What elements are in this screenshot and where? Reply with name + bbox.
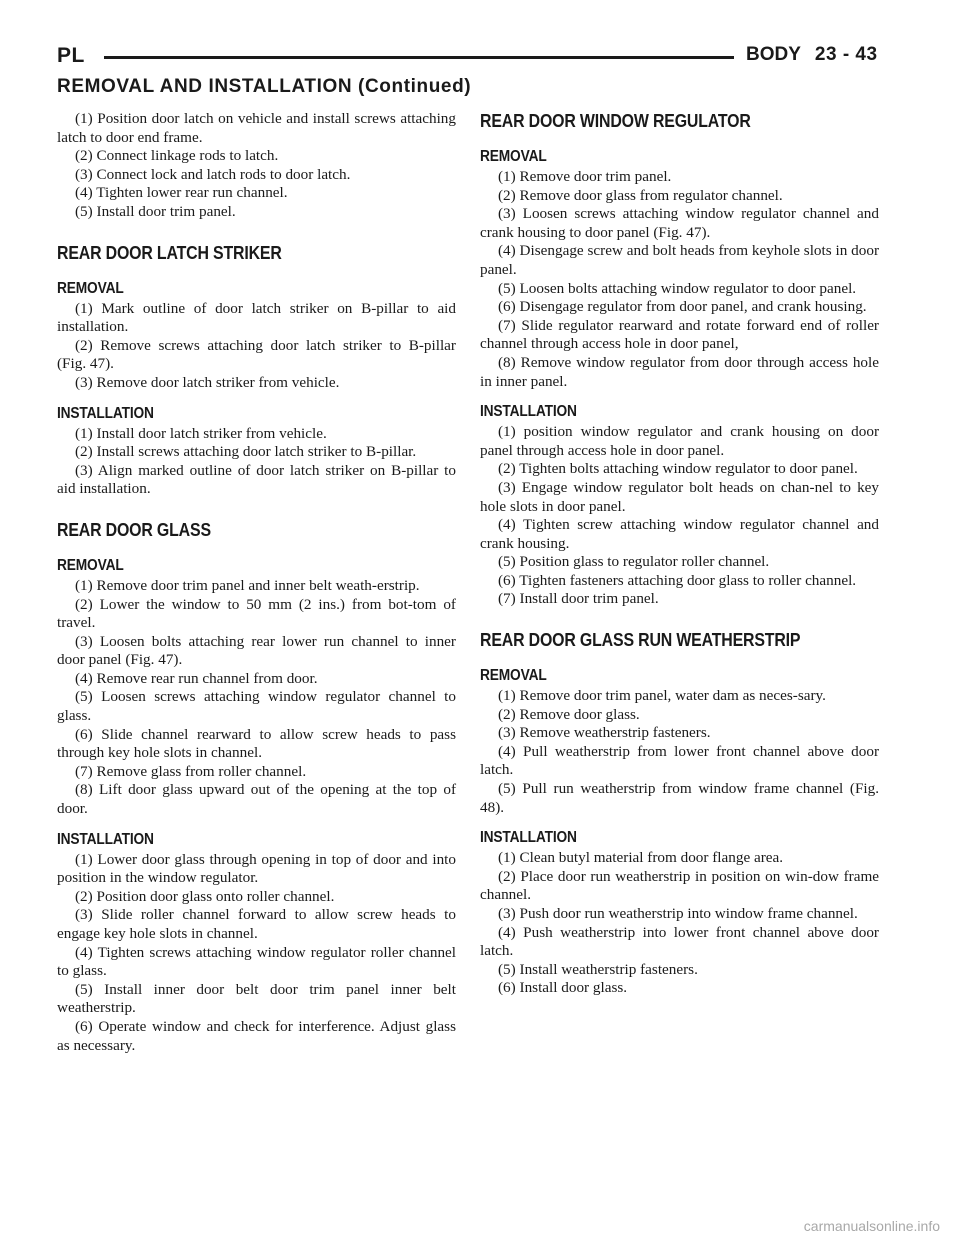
section-heading: REAR DOOR GLASS RUN WEATHERSTRIP — [480, 629, 801, 651]
left-column — [57, 110, 456, 1055]
header-section-page — [746, 44, 878, 66]
step-paragraph: (8) Remove window regulator from door through access hole in inner panel. — [480, 353, 879, 390]
subsection-heading: INSTALLATION — [57, 404, 154, 422]
step-paragraph: (2) Remove door glass. — [498, 705, 640, 723]
step-paragraph: (3) Align marked outline of door latch striker on B-pillar to aid installation. — [57, 461, 456, 498]
step-paragraph: (2) Remove screws attaching door latch striker to B-pillar (Fig. 47). — [57, 336, 456, 373]
step-paragraph: (6) Operate window and check for interference. Adjust glass as necessary. — [57, 1017, 456, 1054]
subsection-heading: INSTALLATION — [480, 403, 577, 421]
step-paragraph: (3) Push door run weatherstrip into window frame channel. — [498, 905, 858, 922]
step-paragraph: (6) Disengage regulator from door panel, and crank housing. — [498, 298, 867, 316]
step-paragraph: (5) Install weatherstrip fasteners. — [498, 960, 698, 978]
step-paragraph: (3) Loosen bolts attaching rear lower run channel to inner door panel (Fig. 47). — [57, 632, 456, 669]
step-paragraph: (4) Tighten lower rear run channel. — [75, 184, 288, 202]
step-paragraph: (4) Tighten screw attaching window regulator channel and crank housing. — [480, 516, 879, 552]
step-paragraph: (5) Loosen bolts attaching window regulator to door panel. — [498, 279, 857, 297]
header-section: BODY — [746, 44, 801, 65]
step-paragraph: (1) Remove door trim panel, water dam as neces-sary. — [498, 687, 826, 705]
step-paragraph: (2) Install screws attaching door latch striker to B-pillar. — [75, 443, 417, 461]
step-paragraph: (4) Disengage screw and bolt heads from keyhole slots in door panel. — [480, 242, 879, 278]
step-paragraph: (1) Lower door glass through opening in top of door and into position in the window regulator. — [57, 850, 456, 887]
step-paragraph: (1) Clean butyl material from door flange area. — [498, 849, 784, 867]
subsection-heading: REMOVAL — [57, 279, 124, 297]
step-paragraph: (2) Connect linkage rods to latch. — [75, 147, 279, 165]
step-paragraph: (4) Tighten screws attaching window regulator roller channel to glass. — [57, 943, 456, 980]
subsection-heading: REMOVAL — [57, 556, 124, 574]
step-paragraph: (6) Slide channel rearward to allow screw heads to pass through key hole slots in channel. — [57, 725, 456, 762]
step-paragraph: (8) Lift door glass upward out of the opening at the top of door. — [57, 781, 456, 818]
step-paragraph: (7) Slide regulator rearward and rotate forward end of roller channel through access hole in door panel, — [480, 316, 879, 353]
step-paragraph: (2) Place door run weatherstrip in position on win-dow frame channel. — [480, 867, 879, 904]
step-paragraph: (2) Remove door glass from regulator channel. — [498, 186, 783, 204]
step-paragraph: (5) Install inner door belt door trim panel inner belt weatherstrip. — [57, 980, 456, 1017]
subsection-heading: REMOVAL — [480, 148, 547, 165]
step-paragraph: (1) Mark outline of door latch striker on B-pillar to aid installation. — [57, 299, 456, 336]
step-paragraph: (6) Tighten fasteners attaching door glass to roller channel. — [498, 571, 857, 589]
step-paragraph: (3) Slide roller channel forward to allow screw heads to engage key hole slots in channel. — [57, 906, 456, 942]
step-paragraph: (3) Connect lock and latch rods to door latch. — [75, 165, 351, 183]
step-paragraph: (6) Install door glass. — [498, 979, 628, 997]
step-paragraph: (2) Lower the window to 50 mm (2 ins.) from bot-tom of travel. — [57, 595, 456, 632]
step-paragraph: (5) Loosen screws attaching window regulator channel to glass. — [57, 688, 456, 725]
step-paragraph: (1) position window regulator and crank housing on door panel through access hole in door panel. — [480, 423, 879, 459]
step-paragraph: (1) Remove door trim panel and inner belt weath-erstrip. — [75, 576, 420, 594]
subsection-heading: INSTALLATION — [480, 829, 577, 847]
step-paragraph: (4) Pull weatherstrip from lower front channel above door latch. — [480, 742, 879, 779]
subsection-heading: INSTALLATION — [57, 830, 154, 848]
step-paragraph: (3) Engage window regulator bolt heads on chan-nel to key hole slots in door panel. — [480, 478, 879, 515]
section-heading: REAR DOOR WINDOW REGULATOR — [480, 110, 751, 131]
continued-heading: REMOVAL AND INSTALLATION (Continued) — [57, 76, 472, 97]
step-paragraph: (5) Pull run weatherstrip from window frame channel (Fig. 48). — [480, 780, 879, 816]
section-heading: REAR DOOR LATCH STRIKER — [57, 241, 282, 263]
header-page-number: 23 - 43 — [814, 44, 878, 65]
step-paragraph: (4) Push weatherstrip into lower front channel above door latch. — [480, 923, 879, 960]
right-column — [480, 110, 879, 998]
header-vehicle-code: PL — [57, 44, 85, 67]
step-paragraph: (4) Remove rear run channel from door. — [75, 669, 318, 687]
step-paragraph: (3) Loosen screws attaching window regulator channel and crank housing to door panel (Fig. 47). — [480, 205, 879, 241]
step-paragraph: (3) Remove door latch striker from vehicle. — [75, 373, 340, 391]
step-paragraph: (7) Remove glass from roller channel. — [75, 762, 307, 780]
section-heading: REAR DOOR GLASS — [57, 518, 211, 540]
step-paragraph: (7) Install door trim panel. — [498, 590, 659, 608]
step-paragraph: (1) Position door latch on vehicle and install screws attaching latch to door end frame. — [57, 110, 456, 146]
header-rule — [104, 56, 734, 59]
subsection-heading: REMOVAL — [480, 667, 547, 685]
step-paragraph: (1) Install door latch striker from vehicle. — [75, 424, 327, 442]
watermark: carmanualsonline.info — [803, 1218, 940, 1234]
step-paragraph: (3) Remove weatherstrip fasteners. — [498, 724, 711, 742]
step-paragraph: (1) Remove door trim panel. — [498, 168, 672, 185]
step-paragraph: (5) Install door trim panel. — [75, 202, 236, 220]
step-paragraph: (2) Tighten bolts attaching window regulator to door panel. — [498, 460, 858, 478]
step-paragraph: (5) Position glass to regulator roller channel. — [498, 553, 770, 571]
step-paragraph: (2) Position door glass onto roller channel. — [75, 887, 335, 905]
